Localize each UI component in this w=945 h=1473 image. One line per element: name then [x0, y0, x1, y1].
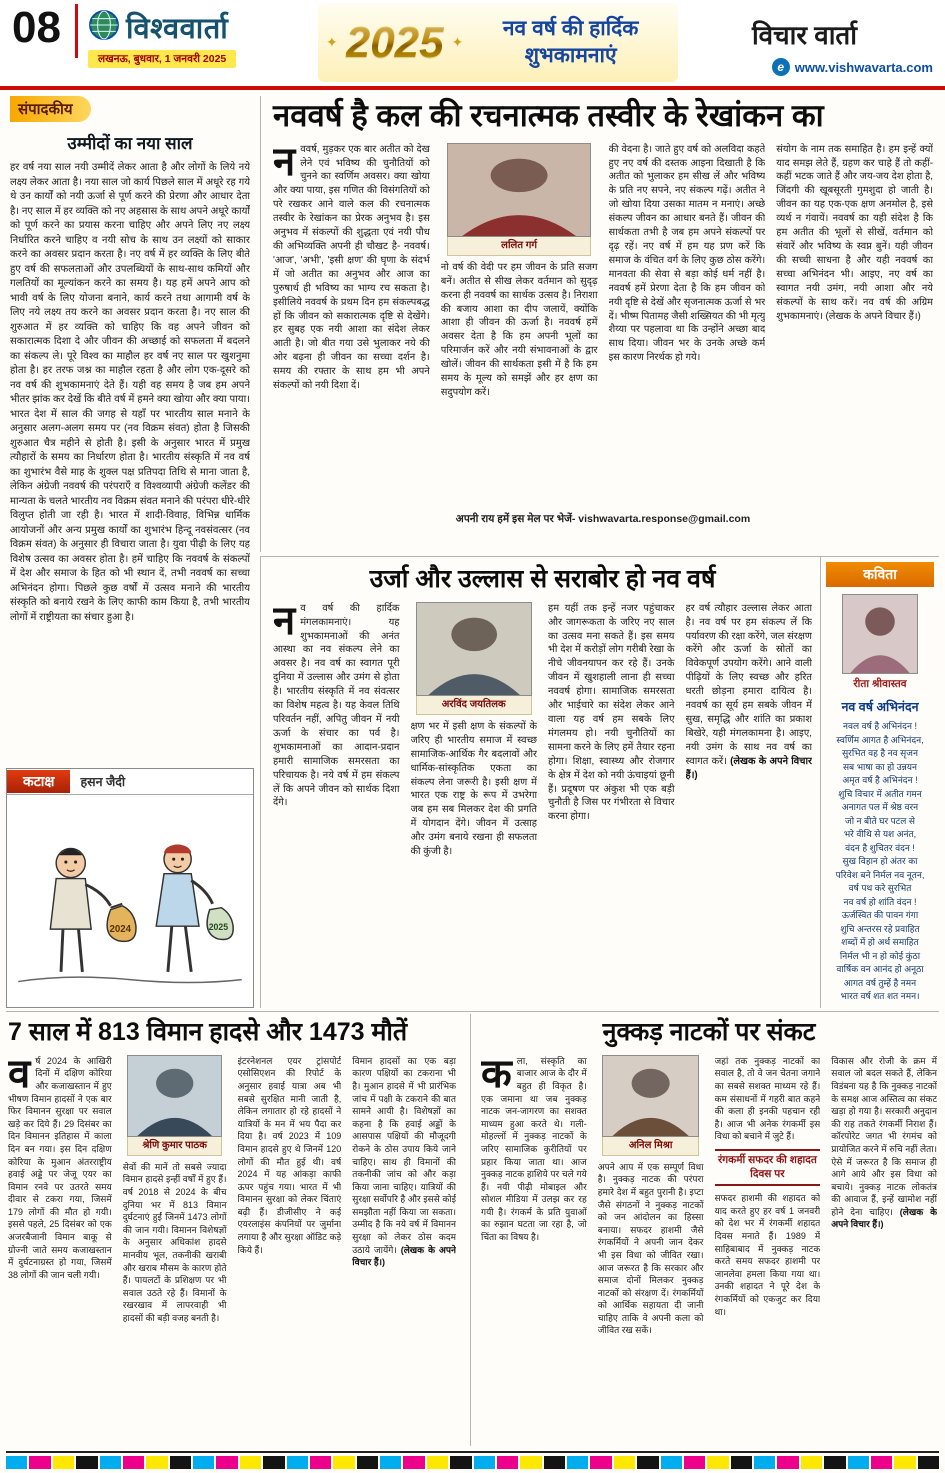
e-globe-icon: e: [772, 58, 790, 76]
print-color-chip: [848, 1456, 869, 1469]
print-color-chip: [76, 1456, 97, 1469]
cartoon-header: [7, 769, 253, 795]
article-column: [831, 1055, 937, 1433]
sparkle-icon: ✦: [451, 34, 464, 50]
website-text: www.vishwavarta.com: [794, 59, 933, 75]
print-color-chip: [801, 1456, 822, 1469]
editorial-section-label: संपादकीय: [10, 96, 91, 122]
editorial-body: हर वर्ष नया साल नयी उम्मीदें लेकर आता है और लोगों के लिये नये लक्ष्य लेकर आता है। नया साल जो कार्य पिछले साल में अधूरे रह गये थे उन कार्यों को नयी ऊर्जा से पूर्ण करने की प्रेरणा और आधार देता है। नए साल में हर व्यक्ति को नए अहसास के साथ अपने अधूरे कार्यों को पूर्ण करने का प्रयास करना चाहिए और अपने लिए नए लक्ष्य निर्धारित करने चाहिए व नयी सोच के साथ उन लक्ष्यों को साकार करने का अवसर प्रदान करता है। नए वर्ष में हर व्यक्ति के लिए बीते हुए वर्ष की सफलताओं और उपलब्धियों के साथ-साथ कमियों और गलतियों का मूल्यांकन करने का समय है। यह हमें अपने आप को भावी वर्ष के लिए योजना बनाने, कार्य करने तथा आगामी वर्ष के लिए नये लक्ष्य तय करने का अवसर प्रदान करता है। नए साल की शुरुआत में हर व्यक्ति को चाहिए कि वह अपने जीवन को सकारात्मक दिशा दे और जीवन की अच्छाई को सफलता में बदलने का संकल्प ले। पूरे विश्व का माहौल हर वर्ष नए साल पर खुशनुमा होता है। हर तरफ जश्न का माहौल रहता है और लोग एक-दूसरे को नव वर्ष की शुभकामनाएं देते हैं। यही वह समय है जब हम अपने भीतर झांक कर देखें कि बीते वर्ष में हमने क्या खोया और क्या पाया। भारत देश में साल की जगह से यहाँ पर भारतीय साल मनाने के अनुसार अलग-अलग समय पर (नव विक्रम संवत) होता है जिसकी शुरुआत चैत्र महीने से होती है। इसी के अनुसार भारत में प्रमुख त्यौहारों के समय का निर्धारण होता है। भारतीय संस्कृति में नव वर्ष का शुभारंभ वैसे माह के शुक्ल पक्ष प्रतिपदा तिथि से माना जाता है, लेकिन अंग्रेजी नववर्ष की परंपराएँ व विश्वव्यापी अंग्रेजी कलेंडर की मान्यता के चलते भारतीय नव विक्रम संवत मनाने की परंपरा धीरे-धीरे विलुप्त होती जा रही है। भारत में शादी-विवाह, विभिन्न धार्मिक आयोजनों और अन्य प्रमुख कार्यों का शुभारंभ हिन्दू नवसंवत्सर (नव विक्रम संवत) के अनुसार ही विचारा जाता है। युवा पीढ़ी के लिए यह विशेष उत्सव का अवसर होता है। हमें चाहिए कि नववर्ष के संकल्पों में देश और समाज के हित को भी स्थान दें, तभी नववर्ष का सच्चा अभिनंदन होगा। पिछले कुछ वर्षों में उत्सव मनाने की भारतीय संस्कृति को बनाये रखने के लिए काफी काम किया है, तभी भारतीय लोगों में राष्ट्रीयता का संचार हुआ है।: [10, 162, 250, 623]
poem-line: स्वर्णिम आगत है अभिनंदन,: [836, 734, 924, 745]
column-text: विमान हादसों का एक बड़ा कारण पक्षियों का टकराना भी है। मुआन हादसे में भी प्रारंभिक जांच में पक्षी के टकराने की बात सामने आयी है। विशेषज्ञों का कहना है कि हवाई अड्डों के आसपास पक्षियों की मौजूदगी रोकने के ठोस उपाय किये जाने चाहिए। साथ ही विमानों की तकनीकी जांच को और कड़ा किया जाना चाहिए। यात्रियों की सुरक्षा सर्वोपरि है और इससे कोई समझौता नहीं किया जा सकता। उम्मीद है कि नये वर्ष में विमानन सुरक्षा को लेकर ठोस कदम उठाये जायेंगे।: [352, 1055, 456, 1255]
new-year-greeting-banner: [318, 3, 678, 82]
print-color-chip: [567, 1456, 588, 1469]
sparkle-icon: ✦: [326, 34, 338, 50]
author-photo-image: [602, 1055, 699, 1137]
author-name: ललित गर्ग: [447, 237, 591, 256]
poem-line: अनागत पल में श्रेष्ठ वरन: [841, 802, 919, 812]
cartoon-bag-label-old-year: 2024: [109, 924, 132, 936]
print-color-chip: [637, 1456, 658, 1469]
logo-row: [88, 8, 236, 47]
column-text: ववर्ष, मुड़कर एक बार अतीत को देख लेने एवं भविष्य की चुनौतियों को चुनने का स्वर्णिम अवसर। क्या खोया और क्या पाया, इस गणित की विसंगतियों को परे रखकर आने वाले कल की रचनात्मक तस्वीर के रेखांकन का प्रेरक अनुभव है। इस अनुभव में संकल्पों की शुद्धता एवं नयी पौध की अभिव्यक्ति अपनी ही चौखट है- नववर्ष। 'आज', 'अभी', 'इसी क्षण' की घृणा के संदर्भ में जो अतीत का अनुभव और आज का पुरुषार्थ ही भविष्य का भाग्य रच सकता है। इसीलिये नववर्ष के प्रथम दिन हम संकल्पबद्ध हों कि जीवन को सकारात्मक दृष्टि से देखेंगे। हर सुबह एक नयी आशा का संदेश लेकर आती है। जो बीत गया उसे भुलाकर नये की ओर बढ़ना ही जीवन का सच्चा दर्शन है। समय की रफ्तार के साथ हम भी अपने संकल्पों को नयी दिशा दें।: [273, 143, 430, 392]
aviation-article: [6, 1014, 462, 1446]
author-photo-image: [447, 143, 591, 237]
print-color-chip: [216, 1456, 237, 1469]
poem-line: सब भाषा का हो उन्नयन: [842, 761, 918, 772]
print-color-chip: [333, 1456, 354, 1469]
poem-line: वर्ष पथ करे सुरभित: [848, 883, 912, 893]
street-play-article-headline: नुक्कड़ नाटकों पर संकट: [602, 1018, 816, 1046]
poem-line: वार्षिक वन आनंद हो अनूठा: [836, 964, 924, 974]
second-article-headline: उर्जा और उल्लास से सराबोर हो नव वर्ष: [369, 565, 716, 593]
poem-line: सुरभित वह है नव सृजन: [842, 748, 918, 758]
dateline: लखनऊ, बुधवार, 1 जनवरी 2025: [88, 50, 236, 68]
poem-line: नवल वर्ष है अभिनंदन !: [843, 721, 917, 731]
editorial-cartoon: [7, 795, 253, 1006]
greeting-line-2: शुभकामनाएं: [524, 43, 617, 67]
print-color-chip: [777, 1456, 798, 1469]
article-column: [273, 602, 400, 984]
poem-line: नव वर्ष हो शांति वंदन !: [843, 896, 917, 907]
print-color-chip: [474, 1456, 495, 1469]
martyrdom-day-subheading: रंगकर्मी सफदर की शहादत दिवस पर: [715, 1149, 821, 1186]
article-column: [123, 1055, 227, 1433]
article-column: [548, 602, 675, 984]
print-color-chip: [544, 1456, 565, 1469]
poem-line: शुचि अन्तरस रहे प्रवाहित: [840, 923, 920, 934]
article-column: [411, 602, 538, 984]
poem-line: निर्मल भी न हो कोई कुंठा: [839, 950, 921, 961]
print-color-chip: [29, 1456, 50, 1469]
poet-photo: [842, 594, 918, 674]
column-text: संयोग के नाम तक समाहित है। हम इन्हें क्यों याद समझ लेते हैं, ग्रहण कर चाहे हैं तो कहीं-कहीं भटक जाते हैं और जय-जय देश होता है, जिंदगी की खूबसूरती गुमशुदा हो जाती है। जीवन का यह एक-एक क्षण अनमोल है, इसे व्यर्थ न गंवायें। नववर्ष का यही संदेश है कि हम अतीत की भूलों से सीखें, वर्तमान को संवारें और भविष्य के स्वप्न बुनें। यही जीवन की सच्ची साधना है और यही नववर्ष का सच्चा अभिनंदन भी। आइए, नए वर्ष का स्वागत नयी उमंग, नयी आशा और नये संकल्पों के साथ करें। नव वर्ष की अग्रिम शुभकामनाएं। (लेखक के अपने विचार हैं।): [776, 143, 933, 322]
poem-line: सुख विहान हो अंतर का: [842, 856, 918, 866]
print-color-chip: [287, 1456, 308, 1469]
print-color-chip: [357, 1456, 378, 1469]
print-color-chip: [918, 1456, 939, 1469]
poem-section-label: कविता: [826, 562, 934, 587]
print-color-chip: [263, 1456, 284, 1469]
author-photo-image: [416, 602, 532, 696]
column-text: व वर्ष की हार्दिक मंगलकामनाएं। यह शुभकामनाओं की अनंत आस्था का नव संकल्प लेने का अवसर है। नव वर्ष का स्वागत पूरी दुनिया में उल्लास और उमंग से होता है। भारतीय संस्कृति में नव संवत्सर का विशेष महत्व है। यह केवल तिथि परिवर्तन नहीं, अपितु जीवन में नयी ऊर्जा के संचार का पर्व है। शुभकामनाओं का आदान-प्रदान हमारी सामाजिक समरसता का परिचायक है। नये वर्ष में हम संकल्प लें कि अपने जीवन को सार्थक दिशा देंगे।: [273, 602, 400, 809]
column-text: जहां तक नुक्कड़ नाटकों का सवाल है, तो वे जन चेतना जगाने का सबसे सशक्त माध्यम रहे हैं। कम संसाधनों में गहरी बात कहने की कला ही इनकी पहचान रही है। आज भी अनेक रंगकर्मी इस विधा को बचाने में जुटे हैं।: [714, 1055, 821, 1142]
column-text: ला, संस्कृति का बाजार आज के दौर में बहुत ही विकृत है। एक जमाना था जब नुक्कड़ नाटक जन-जागरण का सशक्त माध्यम हुआ करते थे। गली-मोहल्लों में नुक्कड़ नाटकों के जरिए सामाजिक कुरीतियों पर प्रहार किया जाता था। आज नुक्कड़ नाटक हाशिये पर चले गये हैं। नयी पीढ़ी मोबाइल और सोशल मीडिया में उलझ कर रह गयी है। रंगकर्म के प्रति युवाओं का रुझान घटता जा रहा है, जो चिंता का विषय है।: [481, 1055, 587, 1243]
print-color-chip: [170, 1456, 191, 1469]
editorial-section: [6, 96, 254, 762]
print-color-chip: [100, 1456, 121, 1469]
author-photo: [416, 602, 532, 715]
second-article-columns: [273, 602, 812, 984]
horizontal-rule: [6, 1011, 939, 1012]
edition-name: विचार वार्ता: [751, 20, 857, 50]
print-color-chip: [403, 1456, 424, 1469]
poem-line: आगत वर्ष तुम्हें है नमन: [843, 977, 917, 988]
cartoon-section-label: कटाक्ष: [7, 770, 70, 793]
website-url: [772, 58, 933, 76]
article-column: [776, 143, 933, 505]
column-text: सफदर हाशमी की शहादत को याद करते हुए हर वर्ष 1 जनवरी को देश भर में रंगकर्मी शहादत दिवस मनाते हैं। 1989 में साहिबाबाद में नुक्कड़ नाटक करते समय सफदर हाशमी पर जानलेवा हमला किया गया था। उनकी शहादत ने पूरे देश के रंगकर्मियों को एकजुट कर दिया था।: [714, 1193, 821, 1317]
poet-name: रीता श्रीवास्तव: [853, 678, 907, 690]
author-disclaimer: (लेखक के अपने विचार हैं।): [831, 1206, 937, 1230]
column-text: नाे वर्ष की वेदी पर हम जीवन के प्रति सजग बनें। अतीत से सीख लेकर वर्तमान को सुदृढ़ करना ही नववर्ष का सार्थक उत्सव है। निराशा की बजाय आशा का दीप जलायें, क्योंकि आशा ही जीवन की ऊर्जा है। नववर्ष हमें अवसर देता है कि हम अपनी भूलों का परिमार्जन करें और नयी संभावनाओं के द्वार खोलें। जीवन की सार्थकता इसी में है कि हम समय के मूल्य को समझें और हर क्षण का सदुपयोग करें।: [440, 261, 598, 398]
aviation-article-headline: 7 साल में 813 विमान हादसे और 1473 मौतें: [8, 1018, 408, 1046]
poem-line: परिवेश बने निर्मल नव नूतन,: [835, 869, 925, 880]
street-play-article: [470, 1014, 939, 1446]
cartoon-section: [6, 768, 254, 1008]
article-column: [715, 1055, 821, 1433]
author-photo: [602, 1055, 699, 1156]
greeting-text: [471, 16, 670, 69]
print-color-chip: [123, 1456, 144, 1469]
print-color-chip: [520, 1456, 541, 1469]
street-play-article-columns: [481, 1055, 937, 1433]
column-text: हर वर्ष त्यौहार उल्लास लेकर आता है। नव वर्ष पर हम संकल्प लें कि पर्यावरण की रक्षा करेंगे, जल संरक्षण करेंगे और ऊर्जा के स्रोतों का विवेकपूर्ण उपयोग करेंगे। आने वाली पीढ़ियों के लिए स्वच्छ और हरित धरती छोड़ना हमारा दायित्व है। नववर्ष का सूर्य हम सबके जीवन में सुख, समृद्धि और शांति का प्रकाश बिखेरे, यही मंगलकामना है। आइए, नयी उमंग के साथ नव वर्ष का स्वागत करें।: [685, 602, 812, 767]
author-photo-image: [127, 1055, 222, 1137]
drop-cap: न: [273, 142, 296, 184]
print-color-chip: [707, 1456, 728, 1469]
poem-section: [820, 556, 939, 1008]
poem-line: शब्दों में हो अर्थ समाहित: [841, 937, 919, 947]
column-text: हम यहीं तक इन्हें नजर पहुंचाकर और जागरूकता के जरिए नए साल का उत्सव मना सकते हैं। इस समय भी देश में करोड़ों लोग गरीबी रेखा के नीचे जीवनयापन कर रहे हैं। उनके जीवन में खुशहाली लाना ही सच्चा नववर्ष होगा। सामाजिक समरसता और भाईचारे का संदेश लेकर आने वाला यह वर्ष हम सबके लिए मंगलमय हो। नयी चुनौतियों का सामना करने के लिए हमें तैयार रहना होगा। शिक्षा, स्वास्थ्य और रोजगार के क्षेत्र में देश को नयी ऊंचाइयां छूनी हैं। प्रदूषण पर अंकुश भी एक बड़ी चुनौती है जिस पर गंभीरता से विचार करना होगा।: [548, 602, 675, 823]
print-color-chip: [146, 1456, 167, 1469]
print-color-chip: [193, 1456, 214, 1469]
print-color-chip: [497, 1456, 518, 1469]
poem-line: जो न बीते घर पटल से: [845, 815, 915, 826]
column-text: की वेदना है। जाते हुए वर्ष को अलविदा कहते हुए नए वर्ष की दस्तक आइना दिखाती है कि अतीत को भुलाकर हम सीख लें और भविष्य के प्रति नए सपने, नए संकल्प गढ़ें। अतीत ने जो खोया दिया उसका मातम न मनाएं। अच्छे संकल्प जीवन का आधार बनते हैं। जीवन की सार्थकता तभी है जब हम अपने संकल्पों पर दृढ़ रहें। नए वर्ष में हम यह प्रण करें कि समाज के वंचित वर्ग के लिए कुछ ठोस करेंगे। मानवता की सेवा से बड़ा कोई धर्म नहीं है। नववर्ष हमें प्रेरणा देता है कि हम जीवन को नयी दृष्टि से देखें और सृजनात्मक ऊर्जा से भर दें। भीष्म पितामह जैसी शख्सियत की भी मृत्यु शैय्या पर पहलावा था कि उन्होंने अच्छा बाद साथ दिया। जीवन भर के उनके अच्छे कर्म इस कारण निरर्थक हो गये।: [608, 143, 766, 364]
author-photo: [447, 143, 591, 256]
print-color-chip: [754, 1456, 775, 1469]
column-text: सेवों की मानें तो सबसे ज्यादा विमान हादसे इन्हीं वर्षों में हुए हैं। वर्ष 2018 से 2024 के बीच दुनिया भर में 813 विमान दुर्घटनाएं हुईं जिनमें 1473 लोगों की जान गयी। विमानन विशेषज्ञों के अनुसार अधिकांश हादसे मानवीय भूल, तकनीकी खराबी और खराब मौसम के कारण होते हैं। पायलटों के प्रशिक्षण पर भी सवाल उठते रहे हैं। विमानों के रखरखाव में लापरवाही भी हादसों की बड़ी वजह बनती है।: [122, 1161, 227, 1323]
column-text: र्ष 2024 के आखिरी दिनों में दक्षिण कोरिया और कजाखस्तान में हुए भीषण विमान हादसों ने एक बार फिर विमानन सुरक्षा पर सवाल खड़े कर दिये हैं। 29 दिसंबर का दिन विमानन इतिहास में काला दिन बन गया। इस दिन दक्षिण कोरिया के मुआन अंतरराष्ट्रीय हवाई अड्डे पर जेजू एयर का विमान रनवे पर उतरते समय दीवार से टकरा गया, जिसमें 179 लोगों की मौत हो गयी। इससे पहले, 25 दिसंबर को एक अजरबैजानी विमान बाकू से ग्रोज्नी जाते समय कजाखस्तान में दुर्घटनाग्रस्त हो गया, जिसमें 38 लोगों की जान चली गयी।: [8, 1055, 112, 1280]
aviation-article-columns: [8, 1055, 456, 1433]
column-text: अपने आप में एक सम्पूर्ण विधा है। नुक्कड़ नाटक की परंपरा हमारे देश में बहुत पुरानी है। इप्टा जैसे संगठनों ने नुक्कड़ नाटकों को जन आंदोलन का हिस्सा बनाया। सफदर हाशमी जैसे रंगकर्मियों ने अपनी जान देकर भी इस विधा को जीवित रखा। आज जरूरत है कि सरकार और समाज दोनों मिलकर नुक्कड़ नाटकों को संरक्षण दें। रंगकर्मियों को आर्थिक सहायता दी जानी चाहिए ताकि वे अपनी कला को जीवित रख सकें।: [597, 1161, 704, 1336]
masthead-logo: [88, 8, 236, 68]
print-color-chip: [427, 1456, 448, 1469]
lead-article-headline: नववर्ष है कल की रचनात्मक तस्वीर के रेखांकन का: [273, 98, 824, 133]
newspaper-name: विश्ववार्ता: [126, 13, 229, 45]
cartoonist-name: हसन जैदी: [80, 775, 126, 789]
poem-line: शुचि विचार में अतीत गमन: [838, 788, 922, 799]
masthead: [0, 0, 945, 90]
author-disclaimer: (लेखक के अपने विचार हैं।): [685, 755, 812, 781]
column-text: इंटरनेशनल एयर ट्रांसपोर्ट एसोसिएशन की रिपोर्ट के अनुसार हवाई यात्रा अब भी सबसे सुरक्षित मानी जाती है, लेकिन लगातार हो रहे हादसों ने यात्रियों के मन में भय पैदा कर दिया है। वर्ष 2023 में 109 विमान हादसे हुए थे जिनमें 120 लोगों की मौत हुई थी। वर्ष 2024 में यह आंकड़ा काफी ऊपर पहुंच गया। भारत में भी विमानन सुरक्षा को लेकर चिंताएं बढ़ी हैं। डीजीसीए ने कई एयरलाइंस कंपनियों पर जुर्माना लगाया है और सुरक्षा ऑडिट कड़े किये हैं।: [237, 1055, 342, 1255]
print-color-chip: [310, 1456, 331, 1469]
author-name: अरविंद जयतिलक: [416, 696, 532, 715]
print-color-chip: [590, 1456, 611, 1469]
author-name: श्रेणि कुमार पाठक: [127, 1137, 222, 1156]
poem-line: ऊर्जस्वित की पावन गंगा: [841, 910, 919, 920]
poem-line: अमृत वर्ष है अभिनंदन !: [842, 775, 918, 785]
cartoon-bag-label-new-year: 2025: [208, 922, 229, 933]
print-color-chip: [240, 1456, 261, 1469]
author-photo: [127, 1055, 222, 1156]
print-color-chip: [450, 1456, 471, 1469]
article-column: [273, 143, 430, 505]
article-column: [609, 143, 766, 505]
author-disclaimer: (लेखक के अपने विचार हैं।): [352, 1244, 456, 1268]
page-number: 08: [10, 4, 78, 58]
article-column: [8, 1055, 112, 1433]
article-column: [481, 1055, 587, 1433]
column-text: क्षण भर में इसी क्षण के संकल्पों के जरिए ही भारतीय समाज में स्वच्छ सामाजिक-आर्थिक गैर बदलावों और धार्मिक-सांस्कृतिक एकता का संकल्प लेना जरूरी है। इसी क्षण में भारत एक राष्ट्र के रूप में उभरेगा जब हम सब मिलकर देश की प्रगति में योगदान देंगे। जीवन में उत्साह और उमंग बनाये रखना ही सफलता की कुंजी है।: [410, 720, 537, 858]
article-column: [352, 1055, 456, 1433]
author-name: अनिल मिश्रा: [602, 1137, 699, 1156]
print-color-chip: [53, 1456, 74, 1469]
print-color-chip: [871, 1456, 892, 1469]
article-column: [441, 143, 598, 505]
print-color-chip: [661, 1456, 682, 1469]
year-2025-graphic: 2025: [345, 17, 444, 67]
print-color-chip: [731, 1456, 752, 1469]
lead-article-columns: [273, 143, 933, 505]
column-text: विकास और रोजी के क्रम में सवाल जो बदल सकते हैं, लेकिन विडंबना यह है कि नुक्कड़ नाटकों के समक्ष आज अस्तित्व का संकट खड़ा हो गया है। सरकारी अनुदान की राह तकते रंगकर्मी निराश हैं। कॉरपोरेट जगत भी रंगमंच को प्रायोजित करने में रुचि नहीं लेता। ऐसे में जरूरत है कि समाज ही आगे आये और इस विधा को बचाये। नुक्कड़ नाटक लोकतंत्र की आवाज हैं, इन्हें खामोश नहीं होने देना चाहिए।: [831, 1055, 937, 1217]
print-color-chip: [684, 1456, 705, 1469]
second-article: [260, 556, 820, 1008]
poem-title: नव वर्ष अभिनंदन: [841, 700, 919, 714]
feedback-email-note: अपनी राय हमें इस मेल पर भेजें- vishwavarta.response@gmail.com: [455, 512, 751, 525]
drop-cap: क: [481, 1054, 512, 1096]
poem-line: भरे वीथि से यश अनंत,: [843, 829, 917, 839]
print-color-chip: [824, 1456, 845, 1469]
article-column: [686, 602, 813, 984]
greeting-line-1: नव वर्ष की हार्दिक: [502, 17, 639, 41]
print-color-chip: [6, 1456, 27, 1469]
lead-article: [260, 96, 939, 552]
poem-line: वंदन है शुचितर वंदन !: [845, 842, 915, 853]
editorial-title: उम्मीदों का नया साल: [67, 134, 193, 153]
article-column: [238, 1055, 342, 1433]
print-color-chip: [894, 1456, 915, 1469]
print-registration-bar: [6, 1451, 939, 1469]
print-color-chip: [614, 1456, 635, 1469]
poem-line: भारत वर्ष शत शत नमन।: [840, 991, 920, 1001]
poem-lines: [826, 720, 934, 1004]
globe-icon: [88, 9, 120, 46]
drop-cap: न: [273, 601, 296, 643]
drop-cap: व: [8, 1054, 31, 1096]
print-color-chip: [380, 1456, 401, 1469]
article-column: [598, 1055, 704, 1433]
